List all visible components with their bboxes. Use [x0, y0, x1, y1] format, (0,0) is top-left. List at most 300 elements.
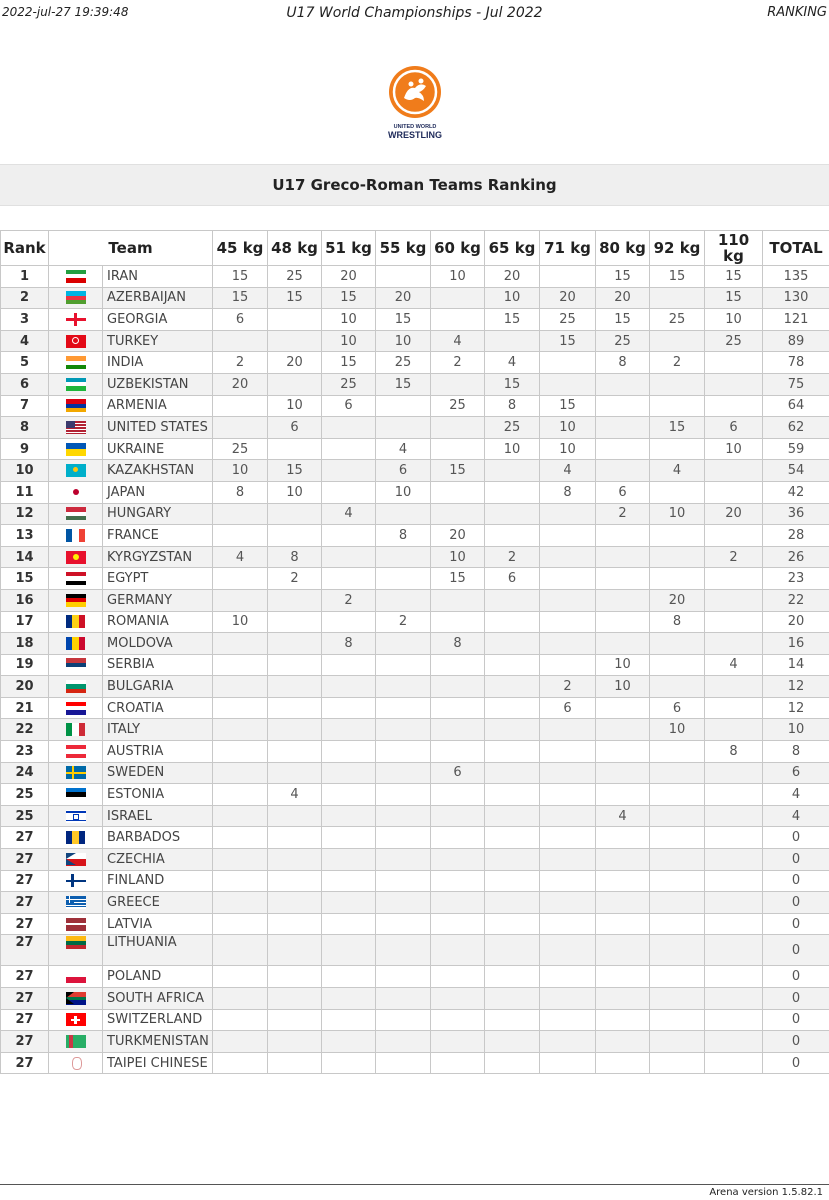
score-cell [322, 525, 376, 547]
flag-cell [49, 892, 103, 914]
total-cell: 0 [763, 827, 829, 849]
score-cell [485, 1052, 540, 1074]
score-cell [213, 697, 268, 719]
score-cell [596, 568, 650, 590]
score-cell [596, 525, 650, 547]
score-cell [431, 892, 485, 914]
score-cell [431, 373, 485, 395]
score-cell [322, 697, 376, 719]
score-cell [485, 460, 540, 482]
flag-cell [49, 988, 103, 1010]
rank-cell: 20 [1, 676, 49, 698]
score-cell [485, 988, 540, 1010]
score-cell [596, 1009, 650, 1031]
score-cell [596, 611, 650, 633]
rank-cell: 22 [1, 719, 49, 741]
rank-cell: 27 [1, 966, 49, 988]
flag-cell [49, 546, 103, 568]
score-cell [322, 481, 376, 503]
score-cell [376, 1031, 431, 1053]
score-cell [213, 568, 268, 590]
score-cell [540, 589, 596, 611]
team-name: BULGARIA [103, 676, 213, 698]
score-cell [540, 849, 596, 871]
score-cell [322, 784, 376, 806]
score-cell: 15 [705, 287, 763, 309]
score-cell [322, 611, 376, 633]
rank-cell: 12 [1, 503, 49, 525]
score-cell [705, 988, 763, 1010]
score-cell: 10 [268, 395, 322, 417]
score-cell [268, 966, 322, 988]
score-cell [376, 503, 431, 525]
score-cell [705, 395, 763, 417]
total-cell: 42 [763, 481, 829, 503]
score-cell [213, 870, 268, 892]
score-cell: 15 [268, 287, 322, 309]
score-cell [213, 892, 268, 914]
total-cell: 75 [763, 373, 829, 395]
score-cell [268, 913, 322, 935]
sweden-flag-icon [66, 766, 86, 779]
score-cell [376, 546, 431, 568]
rank-cell: 27 [1, 913, 49, 935]
score-cell: 6 [485, 568, 540, 590]
score-cell [596, 438, 650, 460]
score-cell: 10 [650, 719, 705, 741]
score-cell: 15 [376, 309, 431, 331]
score-cell [431, 438, 485, 460]
score-cell [431, 1009, 485, 1031]
column-header-110-kg: 110 kg [705, 231, 763, 266]
score-cell [540, 719, 596, 741]
kyrgyzstan-flag-icon [66, 551, 86, 564]
score-cell [322, 849, 376, 871]
logo-line1: UNITED WORLD [393, 124, 437, 130]
score-cell [376, 827, 431, 849]
score-cell [705, 589, 763, 611]
rank-cell: 9 [1, 438, 49, 460]
flag-cell [49, 287, 103, 309]
score-cell [268, 892, 322, 914]
score-cell [213, 988, 268, 1010]
table-row [1, 805, 829, 827]
total-cell: 0 [763, 988, 829, 1010]
flag-cell [49, 481, 103, 503]
score-cell [268, 988, 322, 1010]
score-cell: 4 [705, 654, 763, 676]
score-cell [213, 417, 268, 439]
turkey-flag-icon [66, 335, 86, 348]
score-cell [540, 784, 596, 806]
rank-cell: 21 [1, 697, 49, 719]
armenia-flag-icon [66, 399, 86, 412]
flag-cell [49, 805, 103, 827]
table-row [1, 741, 829, 763]
score-cell [705, 633, 763, 655]
team-name: GREECE [103, 892, 213, 914]
score-cell: 15 [322, 287, 376, 309]
total-cell: 121 [763, 309, 829, 331]
total-cell: 12 [763, 697, 829, 719]
score-cell: 25 [596, 330, 650, 352]
score-cell [705, 1009, 763, 1031]
india-flag-icon [66, 356, 86, 369]
score-cell: 4 [268, 784, 322, 806]
usa-flag-icon [66, 421, 86, 434]
total-cell: 62 [763, 417, 829, 439]
score-cell: 8 [376, 525, 431, 547]
score-cell [268, 330, 322, 352]
score-cell [485, 784, 540, 806]
score-cell [213, 719, 268, 741]
flag-cell [49, 568, 103, 590]
georgia-flag-icon [66, 313, 86, 326]
score-cell [650, 892, 705, 914]
team-name: SWITZERLAND [103, 1009, 213, 1031]
score-cell [596, 849, 650, 871]
total-cell: 16 [763, 633, 829, 655]
score-cell: 10 [540, 417, 596, 439]
table-row [1, 611, 829, 633]
score-cell [705, 568, 763, 590]
score-cell [540, 611, 596, 633]
score-cell [376, 741, 431, 763]
romania-flag-icon [66, 615, 86, 628]
score-cell [213, 503, 268, 525]
score-cell: 10 [376, 481, 431, 503]
score-cell [540, 762, 596, 784]
team-name: FRANCE [103, 525, 213, 547]
score-cell [650, 373, 705, 395]
team-name: ESTONIA [103, 784, 213, 806]
score-cell [596, 935, 650, 966]
score-cell [431, 988, 485, 1010]
total-cell: 0 [763, 1009, 829, 1031]
score-cell: 8 [485, 395, 540, 417]
score-cell: 4 [431, 330, 485, 352]
score-cell [596, 762, 650, 784]
rank-cell: 6 [1, 373, 49, 395]
rank-cell: 24 [1, 762, 49, 784]
score-cell [322, 966, 376, 988]
rank-cell: 3 [1, 309, 49, 331]
score-cell [705, 352, 763, 374]
team-name: ROMANIA [103, 611, 213, 633]
logo-line2: WRESTLING [388, 130, 442, 140]
score-cell: 25 [376, 352, 431, 374]
score-cell [705, 697, 763, 719]
score-cell: 15 [213, 266, 268, 288]
score-cell [485, 719, 540, 741]
score-cell [540, 1009, 596, 1031]
column-header-92-kg: 92 kg [650, 231, 705, 266]
score-cell: 10 [213, 460, 268, 482]
score-cell [268, 870, 322, 892]
score-cell [540, 503, 596, 525]
flag-cell [49, 741, 103, 763]
score-cell: 10 [596, 654, 650, 676]
score-cell: 2 [268, 568, 322, 590]
barbados-flag-icon [66, 831, 86, 844]
score-cell [322, 1009, 376, 1031]
flag-cell [49, 719, 103, 741]
flag-cell [49, 611, 103, 633]
table-row [1, 784, 829, 806]
score-cell [268, 589, 322, 611]
score-cell [322, 654, 376, 676]
score-cell [213, 805, 268, 827]
score-cell: 25 [268, 266, 322, 288]
score-cell [540, 654, 596, 676]
table-row [1, 827, 829, 849]
page-title: U17 Greco-Roman Teams Ranking [0, 164, 829, 206]
score-cell [485, 827, 540, 849]
score-cell [213, 589, 268, 611]
score-cell [705, 805, 763, 827]
total-cell: 0 [763, 892, 829, 914]
score-cell [431, 1031, 485, 1053]
rank-cell: 5 [1, 352, 49, 374]
score-cell [485, 633, 540, 655]
rank-cell: 7 [1, 395, 49, 417]
score-cell [540, 525, 596, 547]
score-cell: 15 [650, 417, 705, 439]
table-row [1, 546, 829, 568]
score-cell [650, 1009, 705, 1031]
score-cell: 10 [322, 309, 376, 331]
score-cell: 20 [322, 266, 376, 288]
flag-cell [49, 1031, 103, 1053]
team-name: TURKMENISTAN [103, 1031, 213, 1053]
rank-cell: 25 [1, 784, 49, 806]
score-cell: 15 [485, 309, 540, 331]
score-cell: 20 [540, 287, 596, 309]
score-cell: 15 [322, 352, 376, 374]
total-cell: 14 [763, 654, 829, 676]
table-row [1, 503, 829, 525]
rank-cell: 23 [1, 741, 49, 763]
column-header-71-kg: 71 kg [540, 231, 596, 266]
team-name: TAIPEI CHINESE [103, 1052, 213, 1074]
team-name: UNITED STATES [103, 417, 213, 439]
rank-cell: 11 [1, 481, 49, 503]
score-cell [540, 827, 596, 849]
score-cell [650, 762, 705, 784]
score-cell [540, 805, 596, 827]
croatia-flag-icon [66, 702, 86, 715]
score-cell [322, 460, 376, 482]
total-cell: 23 [763, 568, 829, 590]
flag-cell [49, 935, 103, 966]
score-cell: 2 [596, 503, 650, 525]
rank-cell: 27 [1, 870, 49, 892]
team-name: HUNGARY [103, 503, 213, 525]
score-cell: 10 [431, 546, 485, 568]
score-cell [705, 762, 763, 784]
score-cell [650, 438, 705, 460]
score-cell: 15 [540, 395, 596, 417]
score-cell [650, 913, 705, 935]
rank-cell: 27 [1, 988, 49, 1010]
total-cell: 36 [763, 503, 829, 525]
score-cell [485, 1009, 540, 1031]
score-cell: 8 [322, 633, 376, 655]
table-row [1, 589, 829, 611]
score-cell [650, 568, 705, 590]
team-name: SERBIA [103, 654, 213, 676]
score-cell: 2 [705, 546, 763, 568]
score-cell [705, 784, 763, 806]
table-row [1, 849, 829, 871]
finland-flag-icon [66, 874, 86, 887]
uww-logo [384, 64, 446, 142]
score-cell: 4 [650, 460, 705, 482]
score-cell [431, 719, 485, 741]
total-cell: 26 [763, 546, 829, 568]
score-cell [705, 966, 763, 988]
score-cell [213, 676, 268, 698]
score-cell [213, 741, 268, 763]
flag-cell [49, 654, 103, 676]
score-cell: 25 [485, 417, 540, 439]
score-cell: 20 [268, 352, 322, 374]
score-cell [596, 741, 650, 763]
rank-cell: 10 [1, 460, 49, 482]
score-cell [431, 966, 485, 988]
score-cell [485, 913, 540, 935]
score-cell [705, 870, 763, 892]
score-cell [485, 966, 540, 988]
score-cell: 10 [650, 503, 705, 525]
table-row [1, 870, 829, 892]
score-cell [268, 633, 322, 655]
score-cell [268, 309, 322, 331]
score-cell: 2 [650, 352, 705, 374]
uzbekistan-flag-icon [66, 378, 86, 391]
total-cell: 0 [763, 966, 829, 988]
score-cell [213, 1031, 268, 1053]
table-body [1, 266, 829, 1074]
score-cell [705, 481, 763, 503]
score-cell: 15 [213, 287, 268, 309]
iran-flag-icon [66, 270, 86, 283]
score-cell [268, 1009, 322, 1031]
score-cell [540, 870, 596, 892]
rank-cell: 27 [1, 849, 49, 871]
turkmenistan-flag-icon [66, 1035, 86, 1048]
score-cell [268, 827, 322, 849]
lithuania-flag-icon [66, 936, 86, 949]
table-row [1, 460, 829, 482]
score-cell [650, 287, 705, 309]
score-cell [268, 611, 322, 633]
total-cell: 0 [763, 1031, 829, 1053]
score-cell [485, 503, 540, 525]
rank-cell: 27 [1, 1031, 49, 1053]
score-cell [376, 966, 431, 988]
table-row [1, 481, 829, 503]
column-header-65-kg: 65 kg [485, 231, 540, 266]
score-cell [322, 568, 376, 590]
flag-cell [49, 913, 103, 935]
estonia-flag-icon [66, 788, 86, 801]
score-cell [268, 719, 322, 741]
score-cell [431, 870, 485, 892]
score-cell: 4 [322, 503, 376, 525]
score-cell [376, 266, 431, 288]
score-cell [485, 654, 540, 676]
israel-flag-icon [66, 810, 86, 823]
score-cell [485, 676, 540, 698]
score-cell [431, 654, 485, 676]
table-row [1, 438, 829, 460]
score-cell [650, 633, 705, 655]
uww-logo-icon [384, 64, 446, 142]
rank-cell: 25 [1, 805, 49, 827]
score-cell: 15 [485, 373, 540, 395]
score-cell [376, 892, 431, 914]
score-cell [540, 1052, 596, 1074]
team-name: LITHUANIA [103, 935, 213, 966]
score-cell [650, 870, 705, 892]
score-cell [268, 849, 322, 871]
score-cell [431, 309, 485, 331]
score-cell [213, 330, 268, 352]
score-cell: 4 [213, 546, 268, 568]
flag-cell [49, 309, 103, 331]
score-cell [596, 633, 650, 655]
total-cell: 20 [763, 611, 829, 633]
total-cell: 135 [763, 266, 829, 288]
score-cell [650, 546, 705, 568]
table-row [1, 417, 829, 439]
score-cell [540, 352, 596, 374]
score-cell [705, 719, 763, 741]
rank-cell: 27 [1, 935, 49, 966]
kazakhstan-flag-icon [66, 464, 86, 477]
score-cell [376, 849, 431, 871]
score-cell [596, 892, 650, 914]
score-cell [268, 525, 322, 547]
score-cell: 20 [705, 503, 763, 525]
team-name: GEORGIA [103, 309, 213, 331]
score-cell [650, 481, 705, 503]
table-row [1, 395, 829, 417]
score-cell [596, 373, 650, 395]
score-cell [540, 1031, 596, 1053]
germany-flag-icon [66, 594, 86, 607]
event-title: U17 World Championships - Jul 2022 [286, 5, 543, 21]
score-cell: 25 [650, 309, 705, 331]
column-header-rank: Rank [1, 231, 49, 266]
score-cell: 10 [376, 330, 431, 352]
score-cell [596, 460, 650, 482]
total-cell: 10 [763, 719, 829, 741]
score-cell [268, 503, 322, 525]
table-row [1, 676, 829, 698]
flag-cell [49, 525, 103, 547]
team-name: BARBADOS [103, 827, 213, 849]
score-cell [213, 784, 268, 806]
score-cell [431, 913, 485, 935]
total-cell: 0 [763, 870, 829, 892]
rank-cell: 27 [1, 892, 49, 914]
score-cell: 2 [322, 589, 376, 611]
switzerland-flag-icon [66, 1013, 86, 1026]
score-cell: 8 [431, 633, 485, 655]
score-cell [322, 741, 376, 763]
